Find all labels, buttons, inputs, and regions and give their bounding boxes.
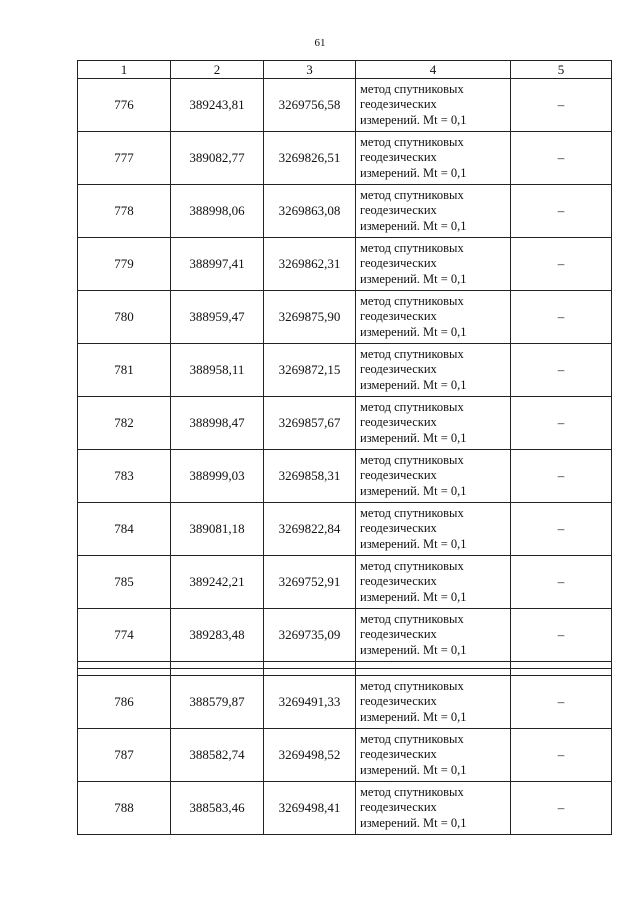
method-line-3: измерений. Mt = 0,1	[360, 815, 467, 830]
method-line-3: измерений. Mt = 0,1	[360, 112, 467, 127]
method-cell	[356, 185, 511, 238]
separator-row	[78, 669, 612, 676]
point-number: 784	[78, 503, 171, 556]
table-row	[78, 676, 612, 729]
table-row	[78, 79, 612, 132]
point-number: 780	[78, 291, 171, 344]
coord-x: 389283,48	[171, 609, 264, 662]
coord-y: 3269857,67	[264, 397, 356, 450]
method-line-1: метод спутниковых	[360, 134, 464, 149]
separator-cell	[511, 669, 612, 676]
table-row	[78, 397, 612, 450]
method-line-3: измерений. Mt = 0,1	[360, 536, 467, 551]
coordinates-table	[77, 60, 612, 835]
header-col-3: 3	[264, 61, 356, 79]
col-5-value: –	[511, 503, 612, 556]
method-cell	[356, 132, 511, 185]
point-number: 776	[78, 79, 171, 132]
coord-y: 3269491,33	[264, 676, 356, 729]
table-body-group-2	[78, 676, 612, 835]
col-5-value: –	[511, 450, 612, 503]
coord-y: 3269858,31	[264, 450, 356, 503]
separator-cell	[264, 662, 356, 669]
col-5-value: –	[511, 676, 612, 729]
method-cell	[356, 79, 511, 132]
coord-x: 389082,77	[171, 132, 264, 185]
method-line-3: измерений. Mt = 0,1	[360, 165, 467, 180]
coord-y: 3269752,91	[264, 556, 356, 609]
method-line-3: измерений. Mt = 0,1	[360, 483, 467, 498]
col-5-value: –	[511, 729, 612, 782]
coord-x: 388958,11	[171, 344, 264, 397]
method-cell	[356, 729, 511, 782]
separator-cell	[356, 662, 511, 669]
col-5-value: –	[511, 185, 612, 238]
table-header	[78, 61, 612, 79]
separator-cell	[356, 669, 511, 676]
coord-y: 3269863,08	[264, 185, 356, 238]
table-body-group-1	[78, 79, 612, 662]
col-5-value: –	[511, 782, 612, 835]
point-number: 787	[78, 729, 171, 782]
method-cell	[356, 344, 511, 397]
method-line-2: геодезических	[360, 150, 437, 165]
table-row	[78, 132, 612, 185]
method-line-1: метод спутниковых	[360, 81, 464, 96]
coord-x: 388998,06	[171, 185, 264, 238]
separator-cell	[78, 662, 171, 669]
table-separator	[78, 662, 612, 676]
method-line-1: метод спутниковых	[360, 187, 464, 202]
method-cell	[356, 291, 511, 344]
col-5-value: –	[511, 344, 612, 397]
method-line-1: метод спутниковых	[360, 678, 464, 693]
header-col-5: 5	[511, 61, 612, 79]
method-line-2: геодезических	[360, 362, 437, 377]
method-line-1: метод спутниковых	[360, 399, 464, 414]
method-line-2: геодезических	[360, 256, 437, 271]
method-line-2: геодезических	[360, 415, 437, 430]
method-line-1: метод спутниковых	[360, 731, 464, 746]
method-line-2: геодезических	[360, 521, 437, 536]
separator-cell	[171, 662, 264, 669]
method-line-3: измерений. Mt = 0,1	[360, 709, 467, 724]
table-row	[78, 609, 612, 662]
coord-x: 388959,47	[171, 291, 264, 344]
table-row	[78, 291, 612, 344]
method-line-3: измерений. Mt = 0,1	[360, 642, 467, 657]
method-line-2: геодезических	[360, 203, 437, 218]
method-line-3: измерений. Mt = 0,1	[360, 430, 467, 445]
coord-x: 388579,87	[171, 676, 264, 729]
coord-y: 3269826,51	[264, 132, 356, 185]
coord-x: 389242,21	[171, 556, 264, 609]
method-line-1: метод спутниковых	[360, 611, 464, 626]
method-line-2: геодезических	[360, 800, 437, 815]
method-cell	[356, 556, 511, 609]
method-line-2: геодезических	[360, 627, 437, 642]
method-line-3: измерений. Mt = 0,1	[360, 377, 467, 392]
method-line-2: геодезических	[360, 694, 437, 709]
point-number: 782	[78, 397, 171, 450]
method-line-2: геодезических	[360, 574, 437, 589]
method-line-3: измерений. Mt = 0,1	[360, 324, 467, 339]
method-cell	[356, 238, 511, 291]
col-5-value: –	[511, 238, 612, 291]
coord-x: 388999,03	[171, 450, 264, 503]
separator-cell	[511, 662, 612, 669]
table-row	[78, 450, 612, 503]
coord-y: 3269872,15	[264, 344, 356, 397]
method-cell	[356, 782, 511, 835]
method-line-1: метод спутниковых	[360, 558, 464, 573]
page-number: 61	[314, 37, 326, 49]
method-line-2: геодезических	[360, 97, 437, 112]
coord-y: 3269498,52	[264, 729, 356, 782]
coord-y: 3269875,90	[264, 291, 356, 344]
col-5-value: –	[511, 291, 612, 344]
method-line-1: метод спутниковых	[360, 346, 464, 361]
method-line-1: метод спутниковых	[360, 784, 464, 799]
point-number: 783	[78, 450, 171, 503]
method-line-1: метод спутниковых	[360, 240, 464, 255]
header-col-2: 2	[171, 61, 264, 79]
separator-row	[78, 662, 612, 669]
method-cell	[356, 397, 511, 450]
point-number: 777	[78, 132, 171, 185]
point-number: 785	[78, 556, 171, 609]
table-row	[78, 344, 612, 397]
table-row	[78, 729, 612, 782]
method-line-3: измерений. Mt = 0,1	[360, 762, 467, 777]
method-line-3: измерений. Mt = 0,1	[360, 218, 467, 233]
separator-cell	[78, 669, 171, 676]
table-row	[78, 185, 612, 238]
method-cell	[356, 609, 511, 662]
method-cell	[356, 503, 511, 556]
coord-y: 3269862,31	[264, 238, 356, 291]
point-number: 781	[78, 344, 171, 397]
col-5-value: –	[511, 556, 612, 609]
method-line-1: метод спутниковых	[360, 452, 464, 467]
method-line-1: метод спутниковых	[360, 505, 464, 520]
method-line-2: геодезических	[360, 747, 437, 762]
header-col-4: 4	[356, 61, 511, 79]
table-row	[78, 782, 612, 835]
header-col-1: 1	[78, 61, 171, 79]
table-row	[78, 503, 612, 556]
coord-x: 389081,18	[171, 503, 264, 556]
method-line-3: измерений. Mt = 0,1	[360, 271, 467, 286]
method-line-2: геодезических	[360, 309, 437, 324]
point-number: 774	[78, 609, 171, 662]
coord-y: 3269498,41	[264, 782, 356, 835]
col-5-value: –	[511, 397, 612, 450]
point-number: 778	[78, 185, 171, 238]
method-cell	[356, 450, 511, 503]
method-line-3: измерений. Mt = 0,1	[360, 589, 467, 604]
separator-cell	[171, 669, 264, 676]
point-number: 786	[78, 676, 171, 729]
point-number: 788	[78, 782, 171, 835]
point-number: 779	[78, 238, 171, 291]
method-line-1: метод спутниковых	[360, 293, 464, 308]
col-5-value: –	[511, 609, 612, 662]
coord-x: 388582,74	[171, 729, 264, 782]
coord-y: 3269735,09	[264, 609, 356, 662]
coord-y: 3269756,58	[264, 79, 356, 132]
method-line-2: геодезических	[360, 468, 437, 483]
coord-x: 388583,46	[171, 782, 264, 835]
coord-x: 388998,47	[171, 397, 264, 450]
coord-x: 389243,81	[171, 79, 264, 132]
separator-cell	[264, 669, 356, 676]
coord-x: 388997,41	[171, 238, 264, 291]
col-5-value: –	[511, 132, 612, 185]
header-row	[78, 61, 612, 79]
method-cell	[356, 676, 511, 729]
table-row	[78, 238, 612, 291]
table-row	[78, 556, 612, 609]
coord-y: 3269822,84	[264, 503, 356, 556]
col-5-value: –	[511, 79, 612, 132]
